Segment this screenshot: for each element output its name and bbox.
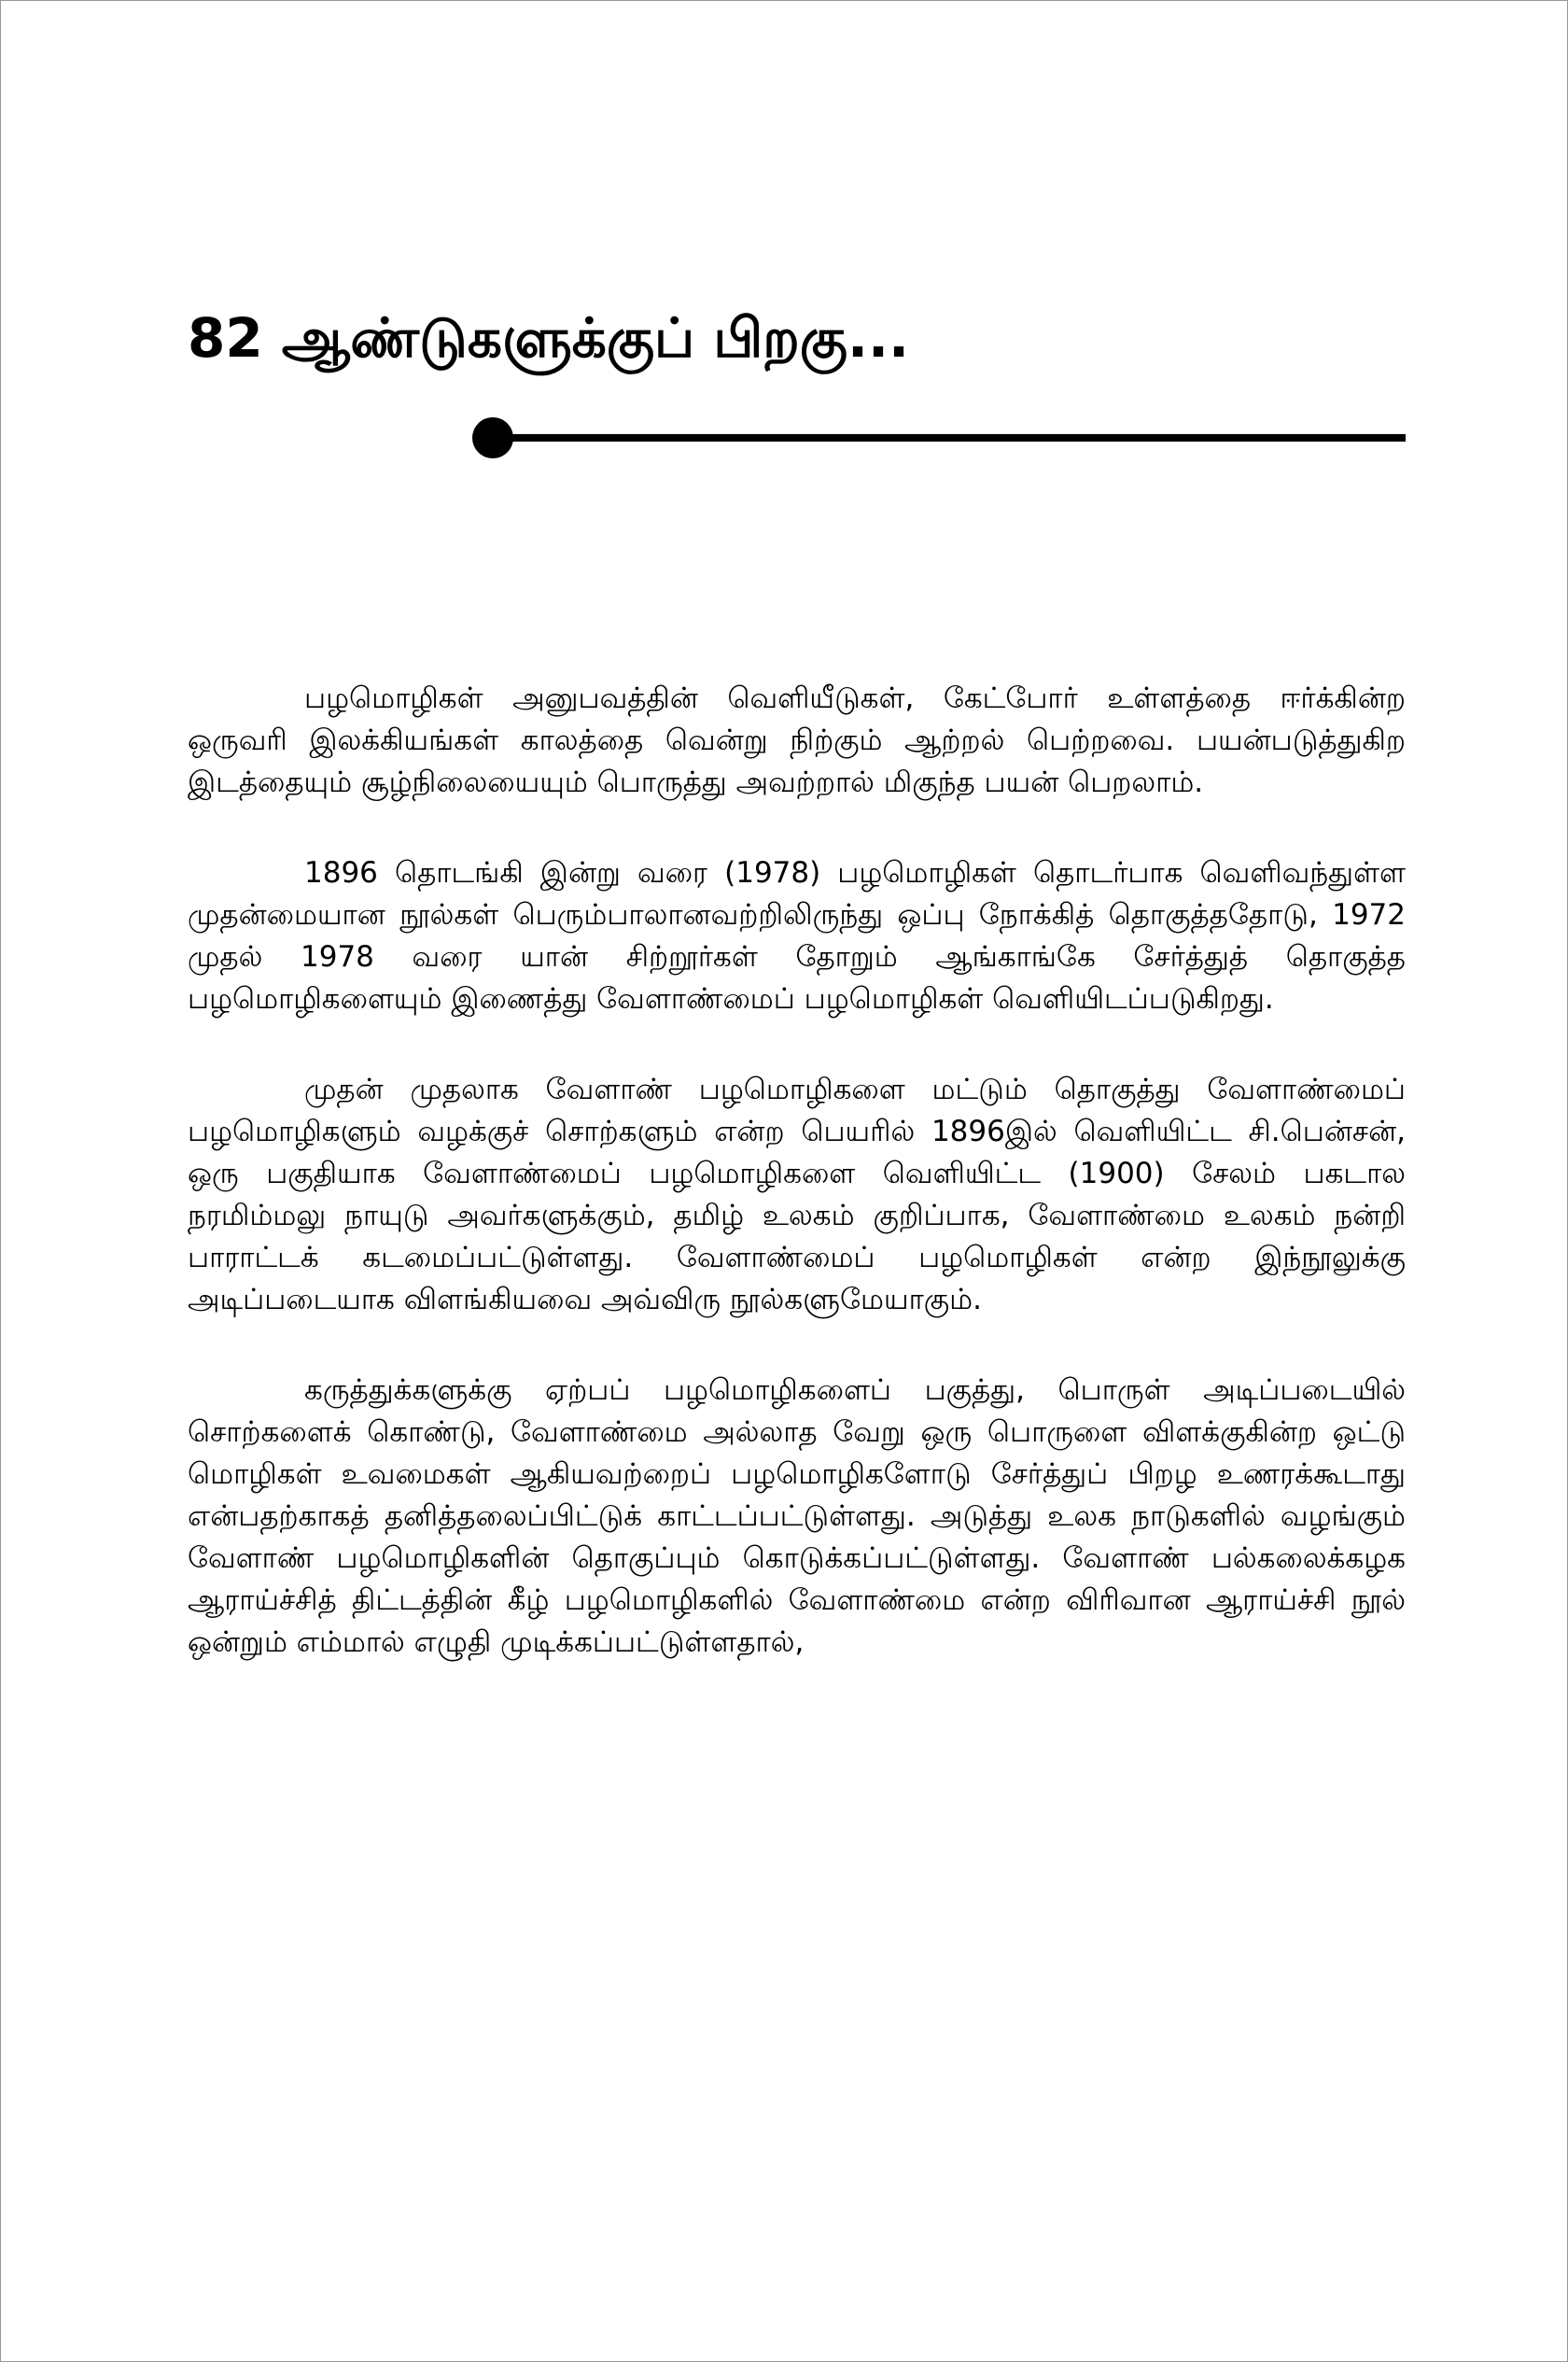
title-divider bbox=[472, 417, 1406, 458]
paragraph-4: கருத்துக்களுக்கு ஏற்பப் பழமொழிகளைப் பகுத்து, பொருள் அடிப்படையில் சொற்களைக் கொண்டு, வேளாண்மை அல்லாத வேறு ஒரு பொருளை விளக்குகின்ற ஒட்டு மொழிகள் உவமைகள் ஆகியவற்றைப் பழமொழிகளோடு சேர்த்துப் பிறழ உணரக்கூடாது என்பதற்காகத் தனித்தலைப்பிட்டுக் காட்டப்பட்டுள்ளது. அடுத்து உலக நாடுகளில் வழங்கும் வேளாண் பழமொழிகளின் தொகுப்பும் கொடுக்கப்பட்டுள்ளது. வேளாண் பல்கலைக்கழக ஆராய்ச்சித் திட்டத்தின் கீழ் பழமொழிகளில் வேளாண்மை என்ற விரிவான ஆராய்ச்சி நூல் ஒன்றும் எம்மால் எழுதி முடிக்கப்பட்டுள்ளதால், bbox=[188, 1373, 1406, 1659]
paragraph-1: பழமொழிகள் அனுபவத்தின் வெளியீடுகள், கேட்போர் உள்ளத்தை ஈர்க்கின்ற ஒருவரி இலக்கியங்கள் காலத்தை வென்று நிற்கும் ஆற்றல் பெற்றவை. பயன்படுத்துகிற இடத்தையும் சூழ்நிலையையும் பொருத்து அவற்றால் மிகுந்த பயன் பெறலாம். bbox=[188, 682, 1406, 799]
paragraph-3: முதன் முதலாக வேளாண் பழமொழிகளை மட்டும் தொகுத்து வேளாண்மைப் பழமொழிகளும் வழக்குச் சொற்களும் என்ற பெயரில் 1896இல் வெளியிட்ட சி.பென்சன், ஒரு பகுதியாக வேளாண்மைப் பழமொழிகளை வெளியிட்ட (1900) சேலம் பகடால நரமிம்மலு நாயுடு அவர்களுக்கும், தமிழ் உலகம் குறிப்பாக, வேளாண்மை உலகம் நன்றி பாராட்டக் கடமைப்பட்டுள்ளது. வேளாண்மைப் பழமொழிகள் என்ற இந்நூலுக்கு அடிப்படையாக விளங்கியவை அவ்விரு நூல்களுமேயாகும். bbox=[188, 1073, 1406, 1316]
body-text bbox=[188, 678, 1406, 1712]
paragraph-2: 1896 தொடங்கி இன்று வரை (1978) பழமொழிகள் தொடர்பாக வெளிவந்துள்ள முதன்மையான நூல்கள் பெரும்பாலானவற்றிலிருந்து ஒப்பு நோக்கித் தொகுத்ததோடு, 1972 முதல் 1978 வரை யான் சிற்றூர்கள் தோறும் ஆங்காங்கே சேர்த்துத் தொகுத்த பழமொழிகளையும் இணைத்து வேளாண்மைப் பழமொழிகள் வெளியிடப்படுகிறது. bbox=[188, 856, 1406, 1016]
chapter-title: 82 ஆண்டுகளுக்குப் பிறகு... bbox=[188, 306, 910, 370]
divider-line bbox=[500, 434, 1406, 442]
